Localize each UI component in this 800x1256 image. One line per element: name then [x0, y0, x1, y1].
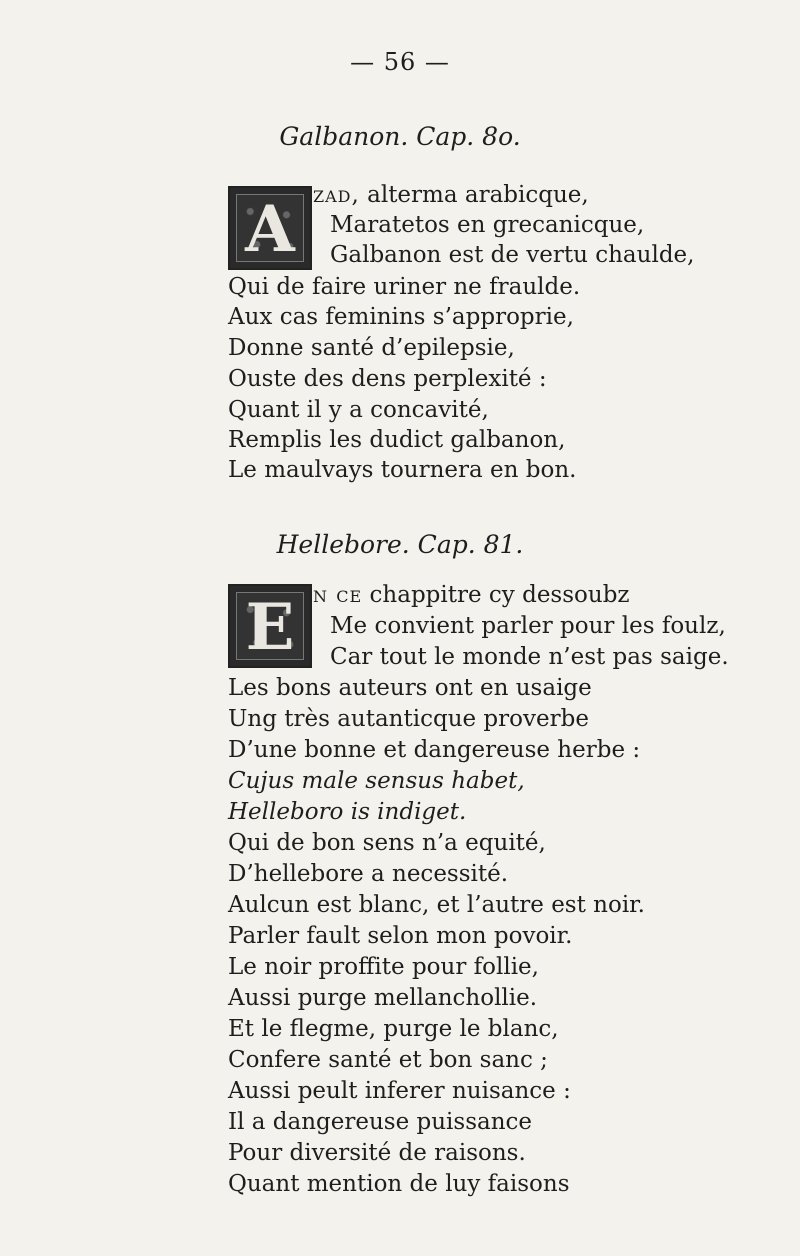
verse-line: Et le flegme, purge le blanc, [228, 1016, 559, 1042]
verse-line: Ouste des dens perplexité : [228, 366, 547, 392]
dropcap-letter: E [245, 590, 295, 665]
verse-line: D’hellebore a necessité. [228, 861, 509, 887]
ornamental-initial [228, 584, 312, 668]
verse-line: Le maulvays tournera en bon. [228, 457, 577, 483]
verse-line: Donne santé d’epilepsie, [228, 335, 515, 361]
verse-line [313, 580, 630, 610]
verse-line: Remplis les dudict galbanon, [228, 427, 566, 453]
latin-quote-line: Helleboro is indiget. [228, 799, 467, 825]
verse-line: Aulcun est blanc, et l’autre est noir. [228, 892, 645, 918]
page-number: — 56 — [350, 48, 450, 76]
verse-line: Aux cas feminins s’approprie, [228, 304, 574, 330]
verse-line: Quant mention de luy faisons [228, 1171, 570, 1197]
first-word: zad, [313, 182, 360, 208]
verse-line: Aussi purge mellanchollie. [228, 985, 538, 1011]
verse-text: chappitre cy dessoubz [369, 582, 630, 608]
dropcap-letter: A [245, 192, 295, 267]
verse-line: Il a dangereuse puissance [228, 1109, 533, 1135]
verse-line: Quant il y a concavité, [228, 397, 489, 423]
verse-line: Le noir proffite pour follie, [228, 954, 539, 980]
verse-line: Me convient parler pour les foulz, [330, 613, 726, 639]
verse-line: Qui de bon sens n’a equité, [228, 830, 546, 856]
verse-line: Aussi peult inferer nuisance : [228, 1078, 571, 1104]
verse-line: Les bons auteurs ont en usaige [228, 675, 592, 701]
verse-line: Parler fault selon mon povoir. [228, 923, 573, 949]
verse-line: Qui de faire uriner ne fraulde. [228, 274, 581, 300]
verse-line: Confere santé et bon sanc ; [228, 1047, 548, 1073]
verse-line: Pour diversité de raisons. [228, 1140, 526, 1166]
ornamental-initial [228, 186, 312, 270]
latin-quote-line: Cujus male sensus habet, [228, 768, 525, 794]
section-heading-hellebore: Hellebore. Cap. 81. [276, 530, 524, 559]
verse-text: alterma arabicque, [367, 182, 589, 208]
verse-line: Maratetos en grecanicque, [330, 212, 645, 238]
verse-line: D’une bonne et dangereuse herbe : [228, 737, 641, 763]
verse-line [313, 180, 589, 210]
verse-line: Galbanon est de vertu chaulde, [330, 242, 695, 268]
verse-line: Ung très autanticque proverbe [228, 706, 589, 732]
section-heading-galbanon: Galbanon. Cap. 8o. [279, 122, 521, 151]
first-word: n ce [313, 582, 363, 608]
verse-line: Car tout le monde n’est pas saige. [330, 644, 729, 670]
